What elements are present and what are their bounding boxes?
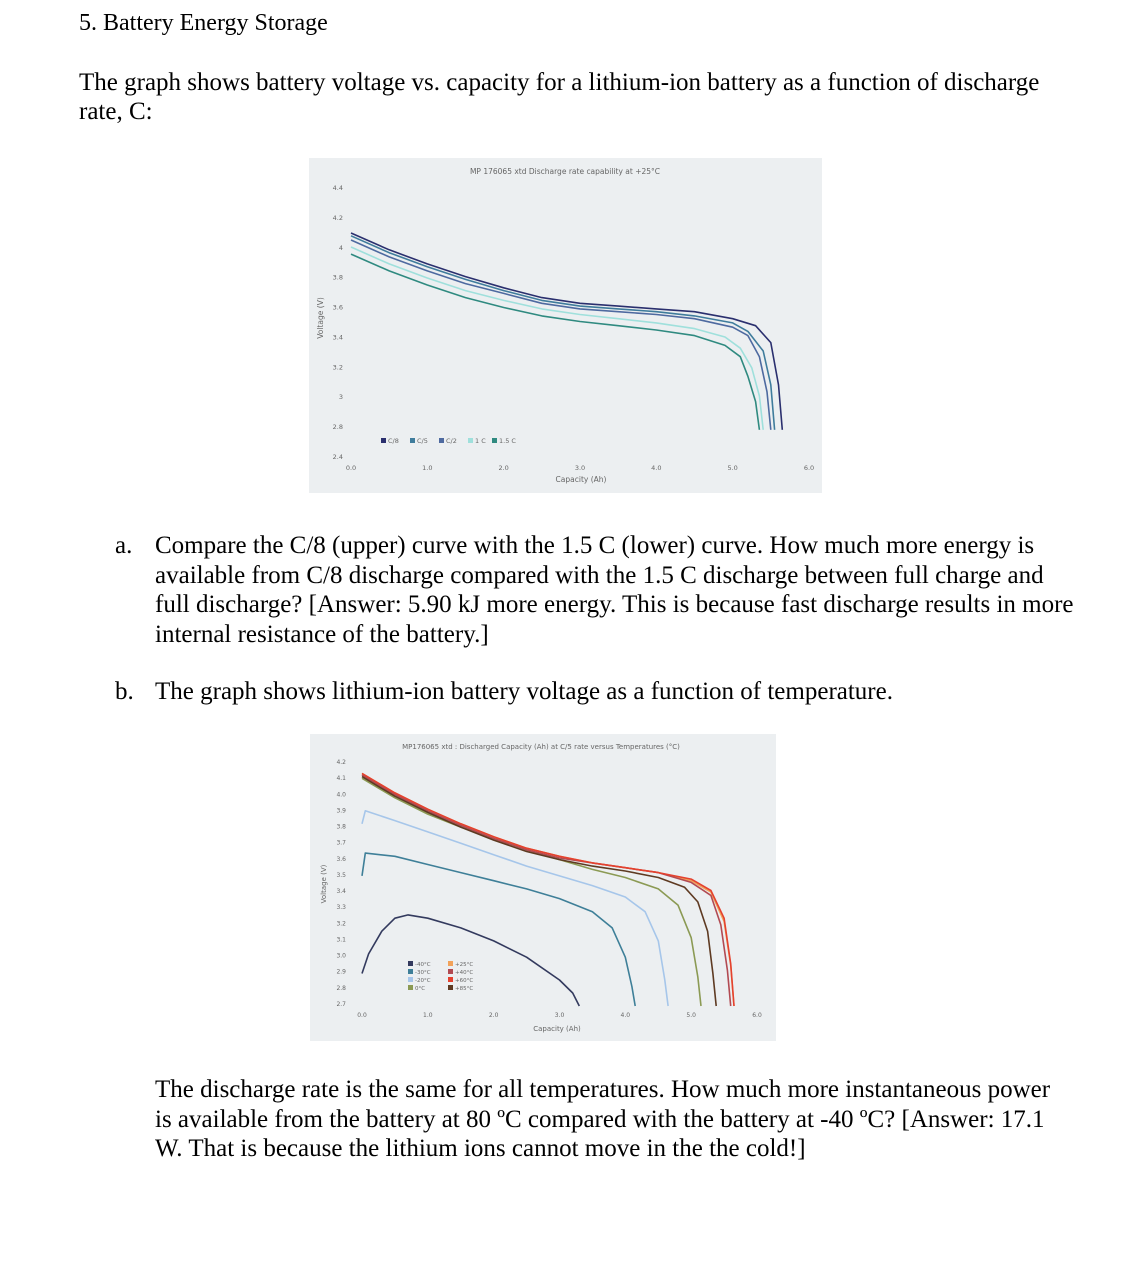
y-tick-label: 3.2: [332, 363, 343, 372]
legend-label: C/8: [388, 437, 399, 445]
x-tick-label: 4.0: [651, 464, 662, 472]
y-axis-label: Voltage (V): [316, 297, 325, 339]
y-tick-label: 4: [338, 243, 343, 252]
y-tick-label: 2.7: [336, 1001, 346, 1008]
legend-label: +40°C: [455, 970, 474, 976]
question-a-label: a.: [115, 532, 133, 559]
x-axis-label: Capacity (Ah): [555, 475, 607, 484]
y-tick-label: 3: [338, 393, 343, 402]
question-b-text: The graph shows lithium-ion battery voltage as a function of temperature.: [155, 678, 893, 705]
x-tick-label: 0.0: [345, 464, 357, 472]
legend-label: +25°C: [455, 962, 474, 968]
legend-swatch: [492, 438, 497, 443]
y-tick-label: 4.2: [332, 213, 343, 222]
y-tick-label: 2.9: [336, 968, 346, 976]
legend-label: -40°C: [415, 962, 431, 968]
y-tick-label: 3.0: [336, 952, 346, 960]
legend-label: C/5: [417, 437, 428, 445]
legend-swatch: [408, 977, 413, 982]
legend-swatch: [408, 961, 413, 966]
y-tick-label: 3.4: [336, 888, 346, 896]
legend-swatch: [408, 969, 413, 974]
y-tick-label: 3.7: [336, 839, 346, 847]
y-tick-label: 4.4: [332, 184, 343, 192]
legend-swatch: [448, 969, 453, 974]
legend-swatch: [381, 438, 386, 443]
y-tick-label: 3.6: [332, 303, 343, 312]
question-b-label: b.: [115, 678, 134, 705]
question-a-text: Compare the C/8 (upper) curve with the 1.5 C (lower) curve. How much more energy is available from C/8 discharge compared with the 1.5 C discharge between full charge and full discharge? [Answer: 5.90 kJ more energy. This is because fast discharge results in more internal resistance of the battery.]: [155, 532, 1074, 648]
y-axis-label: Voltage (V): [320, 864, 328, 904]
x-tick-label: 3.0: [554, 1012, 565, 1019]
y-tick-label: 4.0: [336, 791, 346, 799]
chart-title: MP176065 xtd : Discharged Capacity (Ah) at C/5 rate versus Temperatures (°C): [402, 743, 680, 751]
x-tick-label: 0.0: [357, 1012, 367, 1019]
y-tick-label: 4.1: [336, 775, 346, 783]
series-line-2: [351, 240, 771, 430]
legend-swatch: [410, 438, 415, 443]
y-tick-label: 2.8: [336, 984, 346, 992]
y-tick-label: 3.8: [336, 823, 346, 831]
legend-label: -20°C: [415, 978, 431, 984]
legend-swatch: [448, 985, 453, 990]
legend-label: -30°C: [415, 970, 431, 976]
x-tick-label: 2.0: [488, 1012, 499, 1019]
series-line-2: [362, 811, 668, 1006]
y-tick-label: 3.5: [336, 871, 346, 879]
legend-label: +60°C: [455, 978, 474, 984]
legend-label: +85°C: [455, 986, 474, 992]
x-tick-label: 2.0: [498, 464, 509, 472]
temperature-chart: [310, 734, 776, 1041]
series-line-4: [351, 254, 759, 430]
x-tick-label: 6.0: [752, 1012, 762, 1019]
question-b-paragraph: The discharge rate is the same for all temperatures. How much more instantaneous power is available from the battery at 80 ºC compared with the battery at -40 ºC? [Answer: 17.1 W. That is because the lithium ions cannot move in the the cold!]: [155, 1076, 1051, 1162]
y-tick-label: 3.8: [332, 273, 343, 282]
y-tick-label: 4.2: [336, 759, 346, 766]
series-line-0: [362, 915, 579, 1006]
x-tick-label: 1.0: [423, 1012, 433, 1019]
chart-title: MP 176065 xtd Discharge rate capability at +25°C: [469, 167, 661, 176]
legend-label: 1.5 C: [499, 437, 516, 445]
section-heading: 5. Battery Energy Storage: [79, 10, 328, 36]
y-tick-label: 3.6: [336, 855, 346, 863]
temperature-chart-svg: [310, 734, 776, 1041]
x-axis-label: Capacity (Ah): [533, 1025, 581, 1033]
y-tick-label: 2.4: [332, 453, 343, 461]
y-tick-label: 3.9: [336, 807, 346, 815]
legend-swatch: [408, 985, 413, 990]
series-line-1: [362, 853, 635, 1006]
legend-swatch: [439, 438, 444, 443]
x-tick-label: 5.0: [686, 1012, 696, 1019]
discharge-rate-chart-svg: [309, 158, 822, 493]
discharge-rate-chart: [309, 158, 822, 493]
x-tick-label: 6.0: [803, 464, 815, 472]
x-tick-label: 4.0: [620, 1012, 631, 1019]
legend-label: 0°C: [415, 986, 426, 992]
x-tick-label: 1.0: [422, 464, 433, 472]
y-tick-label: 3.2: [336, 920, 346, 928]
legend-label: C/2: [446, 437, 457, 445]
legend-swatch: [448, 977, 453, 982]
y-tick-label: 2.8: [332, 423, 343, 432]
x-tick-label: 3.0: [574, 464, 586, 472]
y-tick-label: 3.1: [336, 936, 346, 944]
legend-swatch: [468, 438, 473, 443]
y-tick-label: 3.4: [332, 333, 343, 342]
intro-paragraph: The graph shows battery voltage vs. capacity for a lithium-ion battery as a function of discharge rate, C:: [79, 69, 1040, 125]
legend-label: 1 C: [475, 437, 486, 445]
legend-swatch: [448, 961, 453, 966]
x-tick-label: 5.0: [727, 464, 738, 472]
y-tick-label: 3.3: [336, 904, 346, 912]
